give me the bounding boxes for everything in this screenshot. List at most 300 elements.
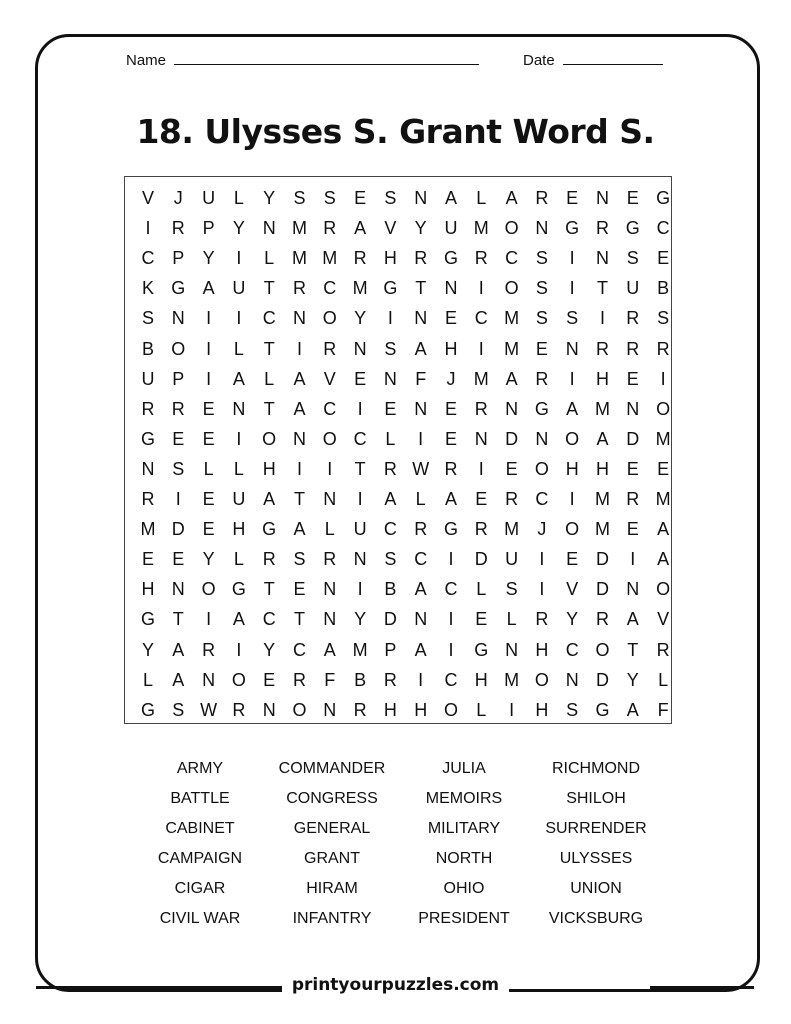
grid-letter[interactable]: I (357, 579, 363, 600)
grid-letter[interactable]: N (141, 458, 155, 479)
grid-letter[interactable]: Y (414, 218, 427, 239)
grid-letter[interactable]: P (202, 218, 215, 239)
grid-letter[interactable]: G (534, 398, 549, 419)
grid-letter[interactable]: M (655, 489, 671, 509)
grid-letter[interactable]: G (474, 639, 489, 660)
grid-letter[interactable]: U (232, 278, 246, 299)
grid-letter[interactable]: I (357, 398, 363, 419)
grid-letter[interactable]: D (626, 428, 640, 449)
grid-letter[interactable]: N (414, 609, 428, 630)
grid-letter[interactable]: N (232, 398, 246, 419)
grid-letter[interactable]: A (323, 639, 336, 660)
grid-letter[interactable]: R (202, 639, 216, 660)
grid-letter[interactable]: L (233, 188, 244, 208)
grid-letter[interactable]: A (444, 489, 457, 509)
grid-letter[interactable]: R (626, 308, 640, 329)
grid-letter[interactable]: C (656, 218, 670, 239)
grid-letter[interactable]: D (596, 549, 609, 570)
grid-letter[interactable]: N (596, 188, 609, 208)
grid-letter[interactable]: A (172, 669, 185, 690)
grid-letter[interactable]: E (566, 188, 579, 208)
grid-letter[interactable]: U (505, 549, 519, 570)
grid-letter[interactable]: N (262, 699, 276, 720)
grid-letter[interactable]: C (293, 639, 306, 660)
grid-letter[interactable]: I (387, 308, 393, 329)
grid-letter[interactable]: V (566, 579, 579, 600)
grid-letter[interactable]: V (323, 368, 336, 389)
grid-letter[interactable]: I (660, 368, 666, 389)
grid-letter[interactable]: W (412, 458, 430, 479)
grid-letter[interactable]: O (322, 308, 337, 329)
grid-letter[interactable]: E (444, 428, 457, 449)
grid-letter[interactable]: N (626, 398, 640, 419)
grid-letter[interactable]: A (293, 368, 306, 389)
grid-letter[interactable]: Y (354, 609, 367, 630)
grid-letter[interactable]: G (140, 428, 155, 449)
grid-letter[interactable]: B (384, 579, 397, 600)
grid-letter[interactable]: I (569, 368, 575, 389)
grid-letter[interactable]: N (293, 308, 306, 329)
grid-letter[interactable]: I (296, 338, 302, 359)
grid-letter[interactable]: Y (263, 188, 276, 208)
grid-letter[interactable]: E (535, 338, 548, 359)
grid-letter[interactable]: E (475, 489, 488, 509)
grid-letter[interactable]: O (443, 699, 458, 720)
grid-letter[interactable]: R (383, 458, 397, 479)
grid-letter[interactable]: M (504, 519, 520, 540)
grid-letter[interactable]: I (478, 278, 484, 299)
grid-letter[interactable]: L (476, 699, 487, 720)
grid-letter[interactable]: R (505, 489, 519, 509)
grid-letter[interactable]: O (656, 579, 671, 600)
grid-letter[interactable]: H (535, 699, 549, 720)
grid-letter[interactable]: C (262, 609, 276, 630)
grid-letter[interactable]: H (383, 248, 397, 269)
grid-letter[interactable]: L (142, 669, 153, 690)
grid-letter[interactable]: A (626, 699, 639, 720)
grid-letter[interactable]: R (444, 458, 458, 479)
grid-letter[interactable]: R (656, 639, 670, 660)
grid-letter[interactable]: R (535, 188, 549, 208)
grid-letter[interactable]: R (474, 519, 488, 540)
grid-letter[interactable]: N (323, 609, 337, 630)
grid-letter[interactable]: Y (626, 669, 639, 690)
grid-letter[interactable]: S (293, 188, 306, 208)
grid-letter[interactable]: I (296, 458, 302, 479)
grid-letter[interactable]: M (473, 218, 489, 239)
grid-letter[interactable]: U (626, 278, 640, 299)
grid-letter[interactable]: P (172, 248, 185, 269)
grid-letter[interactable]: O (565, 519, 580, 540)
grid-letter[interactable]: C (474, 308, 488, 329)
grid-letter[interactable]: L (324, 519, 335, 540)
grid-letter[interactable]: I (478, 338, 484, 359)
grid-letter[interactable]: R (323, 338, 337, 359)
grid-letter[interactable]: O (595, 639, 610, 660)
grid-letter[interactable]: H (383, 699, 397, 720)
grid-letter[interactable]: S (505, 579, 518, 600)
grid-letter[interactable]: O (565, 428, 580, 449)
grid-letter[interactable]: B (354, 669, 367, 690)
grid-letter[interactable]: G (140, 699, 155, 720)
grid-letter[interactable]: R (323, 549, 337, 570)
grid-letter[interactable]: C (323, 278, 337, 299)
grid-letter[interactable]: S (141, 308, 154, 329)
grid-letter[interactable]: H (414, 699, 428, 720)
grid-letter[interactable]: H (596, 368, 609, 389)
grid-letter[interactable]: N (444, 278, 458, 299)
grid-letter[interactable]: N (293, 428, 306, 449)
grid-letter[interactable]: O (231, 669, 246, 690)
grid-letter[interactable]: H (535, 639, 549, 660)
grid-letter[interactable]: O (534, 669, 549, 690)
grid-letter[interactable]: E (172, 428, 185, 449)
grid-letter[interactable]: O (292, 699, 307, 720)
grid-letter[interactable]: A (384, 489, 397, 509)
grid-letter[interactable]: H (444, 338, 458, 359)
grid-letter[interactable]: M (352, 278, 368, 299)
grid-letter[interactable]: M (595, 398, 610, 419)
grid-letter[interactable]: L (233, 458, 244, 479)
grid-letter[interactable]: N (414, 308, 428, 329)
grid-letter[interactable]: N (262, 218, 276, 239)
grid-letter[interactable]: R (414, 248, 428, 269)
grid-letter[interactable]: R (656, 338, 670, 359)
grid-letter[interactable]: O (656, 398, 671, 419)
grid-letter[interactable]: D (505, 428, 519, 449)
grid-letter[interactable]: I (478, 458, 484, 479)
grid-letter[interactable]: E (141, 549, 154, 570)
grid-letter[interactable]: T (597, 278, 608, 299)
grid-letter[interactable]: M (292, 218, 307, 239)
grid-letter[interactable]: T (263, 278, 275, 299)
grid-letter[interactable]: R (353, 699, 367, 720)
grid-letter[interactable]: H (262, 458, 276, 479)
grid-letter[interactable]: R (474, 248, 488, 269)
grid-letter[interactable]: N (565, 669, 579, 690)
grid-letter[interactable]: I (539, 549, 545, 570)
grid-letter[interactable]: R (293, 669, 306, 690)
grid-letter[interactable]: A (414, 579, 427, 600)
grid-letter[interactable]: E (354, 188, 367, 208)
grid-letter[interactable]: O (201, 579, 216, 600)
grid-letter[interactable]: G (140, 609, 155, 630)
grid-letter[interactable]: C (141, 248, 155, 269)
grid-letter[interactable]: G (443, 519, 458, 540)
grid-letter[interactable]: E (626, 188, 639, 208)
grid-letter[interactable]: A (444, 188, 457, 208)
grid-letter[interactable]: G (565, 218, 580, 239)
grid-letter[interactable]: A (414, 338, 427, 359)
grid-letter[interactable]: A (293, 398, 306, 419)
grid-letter[interactable]: C (262, 308, 276, 329)
grid-letter[interactable]: D (596, 579, 609, 600)
grid-letter[interactable]: N (414, 398, 428, 419)
grid-letter[interactable]: F (324, 669, 336, 690)
grid-letter[interactable]: S (566, 699, 579, 720)
grid-letter[interactable]: R (626, 338, 640, 359)
grid-letter[interactable]: R (232, 699, 246, 720)
grid-letter[interactable]: S (535, 308, 548, 329)
grid-letter[interactable]: N (505, 398, 519, 419)
grid-letter[interactable]: I (448, 639, 454, 660)
grid-letter[interactable]: M (292, 248, 307, 269)
grid-letter[interactable]: T (263, 338, 275, 359)
grid-letter[interactable]: S (384, 188, 397, 208)
grid-letter[interactable]: A (263, 489, 276, 509)
grid-letter[interactable]: G (231, 579, 246, 600)
grid-letter[interactable]: T (627, 639, 639, 660)
grid-letter[interactable]: Y (354, 308, 367, 329)
grid-letter[interactable]: R (596, 338, 609, 359)
grid-letter[interactable]: L (264, 368, 275, 389)
grid-letter[interactable]: F (415, 368, 427, 389)
name-field[interactable] (126, 52, 479, 69)
grid-letter[interactable]: E (444, 308, 457, 329)
grid-letter[interactable]: R (535, 609, 549, 630)
grid-letter[interactable]: G (595, 699, 610, 720)
grid-letter[interactable]: Y (141, 639, 154, 660)
grid-letter[interactable]: N (353, 549, 367, 570)
grid-letter[interactable]: N (323, 489, 337, 509)
grid-letter[interactable]: O (322, 428, 337, 449)
grid-letter[interactable]: S (384, 338, 397, 359)
grid-letter[interactable]: A (202, 278, 215, 299)
grid-letter[interactable]: M (322, 248, 338, 269)
grid-letter[interactable]: L (476, 579, 487, 600)
grid-letter[interactable]: I (236, 428, 242, 449)
grid-letter[interactable]: G (262, 519, 277, 540)
grid-letter[interactable]: N (414, 188, 428, 208)
grid-letter[interactable]: R (171, 218, 185, 239)
grid-letter[interactable]: N (171, 308, 185, 329)
grid-letter[interactable]: U (353, 519, 367, 540)
grid-letter[interactable]: C (353, 428, 367, 449)
grid-letter[interactable]: A (414, 639, 427, 660)
grid-letter[interactable]: C (383, 519, 397, 540)
grid-letter[interactable]: I (599, 308, 605, 329)
grid-letter[interactable]: R (414, 519, 428, 540)
grid-letter[interactable]: R (535, 368, 549, 389)
grid-letter[interactable]: S (626, 248, 639, 269)
grid-letter[interactable]: E (626, 368, 639, 389)
grid-letter[interactable]: L (385, 428, 396, 449)
grid-letter[interactable]: M (595, 489, 610, 509)
grid-letter[interactable]: R (353, 248, 367, 269)
grid-letter[interactable]: I (569, 248, 575, 269)
grid-letter[interactable]: M (473, 368, 489, 389)
grid-letter[interactable]: L (264, 248, 275, 269)
grid-letter[interactable]: C (535, 489, 549, 509)
grid-letter[interactable]: A (657, 549, 670, 570)
grid-letter[interactable]: H (232, 519, 246, 540)
grid-letter[interactable]: S (323, 188, 336, 208)
grid-letter[interactable]: A (172, 639, 185, 660)
grid-letter[interactable]: I (206, 308, 212, 329)
grid-letter[interactable]: R (626, 489, 640, 509)
grid-letter[interactable]: G (383, 278, 398, 299)
grid-letter[interactable]: M (504, 308, 520, 329)
grid-letter[interactable]: N (202, 669, 216, 690)
grid-letter[interactable]: I (236, 308, 242, 329)
grid-letter[interactable]: N (565, 338, 579, 359)
grid-letter[interactable]: I (569, 489, 575, 509)
grid-letter[interactable]: E (566, 549, 579, 570)
grid-letter[interactable]: I (569, 278, 575, 299)
grid-letter[interactable]: R (293, 278, 306, 299)
grid-letter[interactable]: C (505, 248, 519, 269)
grid-letter[interactable]: S (172, 458, 185, 479)
grid-letter[interactable]: N (535, 218, 549, 239)
grid-letter[interactable]: N (505, 639, 519, 660)
grid-letter[interactable]: D (171, 519, 185, 540)
grid-letter[interactable]: R (171, 398, 185, 419)
grid-letter[interactable]: D (383, 609, 397, 630)
grid-letter[interactable]: G (625, 218, 640, 239)
grid-letter[interactable]: O (262, 428, 277, 449)
grid-letter[interactable]: E (505, 458, 518, 479)
grid-letter[interactable]: M (352, 639, 368, 660)
grid-letter[interactable]: I (539, 579, 545, 600)
grid-letter[interactable]: D (596, 669, 609, 690)
grid-letter[interactable]: M (655, 428, 671, 449)
grid-letter[interactable]: R (262, 549, 276, 570)
grid-letter[interactable]: E (293, 579, 306, 600)
grid-letter[interactable]: T (294, 489, 305, 509)
grid-letter[interactable]: O (534, 458, 549, 479)
grid-letter[interactable]: H (474, 669, 488, 690)
grid-letter[interactable]: C (323, 398, 337, 419)
grid-letter[interactable]: N (535, 428, 549, 449)
grid-letter[interactable]: M (504, 338, 520, 359)
grid-letter[interactable]: Y (263, 639, 276, 660)
grid-letter[interactable]: I (418, 428, 424, 449)
grid-letter[interactable]: C (444, 669, 458, 690)
grid-letter[interactable]: E (354, 368, 367, 389)
grid-letter[interactable]: T (294, 609, 305, 630)
grid-letter[interactable]: I (236, 639, 242, 660)
grid-letter[interactable]: G (656, 188, 671, 208)
grid-letter[interactable]: P (384, 639, 397, 660)
grid-letter[interactable]: G (171, 278, 186, 299)
grid-letter[interactable]: C (414, 549, 428, 570)
grid-letter[interactable]: A (232, 368, 245, 389)
grid-letter[interactable]: I (509, 699, 515, 720)
grid-letter[interactable]: Y (566, 609, 579, 630)
grid-letter[interactable]: C (565, 639, 579, 660)
grid-letter[interactable]: Y (232, 218, 245, 239)
grid-letter[interactable]: S (384, 549, 397, 570)
grid-letter[interactable]: N (383, 368, 397, 389)
grid-letter[interactable]: H (596, 458, 609, 479)
grid-letter[interactable]: R (596, 609, 609, 630)
grid-letter[interactable]: I (175, 489, 181, 509)
grid-letter[interactable]: Y (202, 549, 215, 570)
grid-letter[interactable]: O (504, 278, 519, 299)
grid-letter[interactable]: R (141, 398, 155, 419)
grid-letter[interactable]: A (626, 609, 639, 630)
grid-letter[interactable]: U (141, 368, 155, 389)
grid-letter[interactable]: I (327, 458, 333, 479)
grid-letter[interactable]: J (537, 519, 547, 540)
grid-letter[interactable]: I (448, 609, 454, 630)
grid-letter[interactable]: A (232, 609, 245, 630)
grid-letter[interactable]: C (444, 579, 458, 600)
grid-letter[interactable]: A (293, 519, 306, 540)
grid-letter[interactable]: N (626, 579, 640, 600)
grid-letter[interactable]: O (171, 338, 186, 359)
grid-letter[interactable]: U (444, 218, 458, 239)
grid-letter[interactable]: I (206, 609, 212, 630)
grid-letter[interactable]: L (506, 609, 517, 630)
grid-letter[interactable]: N (171, 579, 185, 600)
grid-letter[interactable]: W (200, 699, 218, 720)
grid-letter[interactable]: E (475, 609, 488, 630)
grid-letter[interactable]: N (596, 248, 609, 269)
grid-letter[interactable]: E (202, 489, 215, 509)
grid-letter[interactable]: E (657, 458, 670, 479)
grid-letter[interactable]: E (444, 398, 457, 419)
grid-letter[interactable]: E (626, 519, 639, 540)
grid-letter[interactable]: S (172, 699, 185, 720)
grid-letter[interactable]: S (535, 278, 548, 299)
grid-letter[interactable]: F (657, 699, 669, 720)
grid-letter[interactable]: J (173, 188, 183, 208)
grid-letter[interactable]: R (596, 218, 609, 239)
grid-letter[interactable]: V (384, 218, 397, 239)
grid-letter[interactable]: U (232, 489, 246, 509)
grid-letter[interactable]: S (566, 308, 579, 329)
grid-letter[interactable]: U (202, 188, 216, 208)
grid-letter[interactable]: E (172, 549, 185, 570)
grid-letter[interactable]: P (172, 368, 185, 389)
grid-letter[interactable]: J (446, 368, 456, 389)
grid-letter[interactable]: R (323, 218, 337, 239)
grid-letter[interactable]: T (354, 458, 366, 479)
grid-letter[interactable]: M (595, 519, 610, 540)
grid-letter[interactable]: A (354, 218, 367, 239)
grid-letter[interactable]: I (206, 338, 212, 359)
grid-letter[interactable]: A (505, 368, 518, 389)
grid-letter[interactable]: N (323, 579, 337, 600)
grid-letter[interactable]: A (505, 188, 518, 208)
grid-letter[interactable]: S (657, 308, 670, 329)
grid-letter[interactable]: L (233, 338, 244, 359)
grid-letter[interactable]: A (657, 519, 670, 540)
grid-letter[interactable]: B (141, 338, 154, 359)
grid-letter[interactable]: V (141, 188, 154, 208)
grid-letter[interactable]: D (474, 549, 488, 570)
grid-letter[interactable]: M (140, 519, 156, 540)
grid-letter[interactable]: N (474, 428, 488, 449)
grid-letter[interactable]: N (353, 338, 367, 359)
grid-letter[interactable]: I (236, 248, 242, 269)
grid-letter[interactable]: N (323, 699, 337, 720)
grid-letter[interactable]: T (415, 278, 427, 299)
grid-letter[interactable]: R (141, 489, 155, 509)
grid-letter[interactable]: A (596, 428, 609, 449)
grid-letter[interactable]: I (145, 218, 151, 239)
grid-letter[interactable]: E (202, 428, 215, 449)
grid-letter[interactable]: M (504, 669, 520, 690)
grid-letter[interactable]: R (383, 669, 397, 690)
grid-letter[interactable]: I (206, 368, 212, 389)
grid-letter[interactable]: O (504, 218, 519, 239)
grid-letter[interactable]: K (141, 278, 154, 299)
grid-letter[interactable]: E (626, 458, 639, 479)
date-field[interactable] (523, 52, 663, 69)
grid-letter[interactable]: R (474, 398, 488, 419)
